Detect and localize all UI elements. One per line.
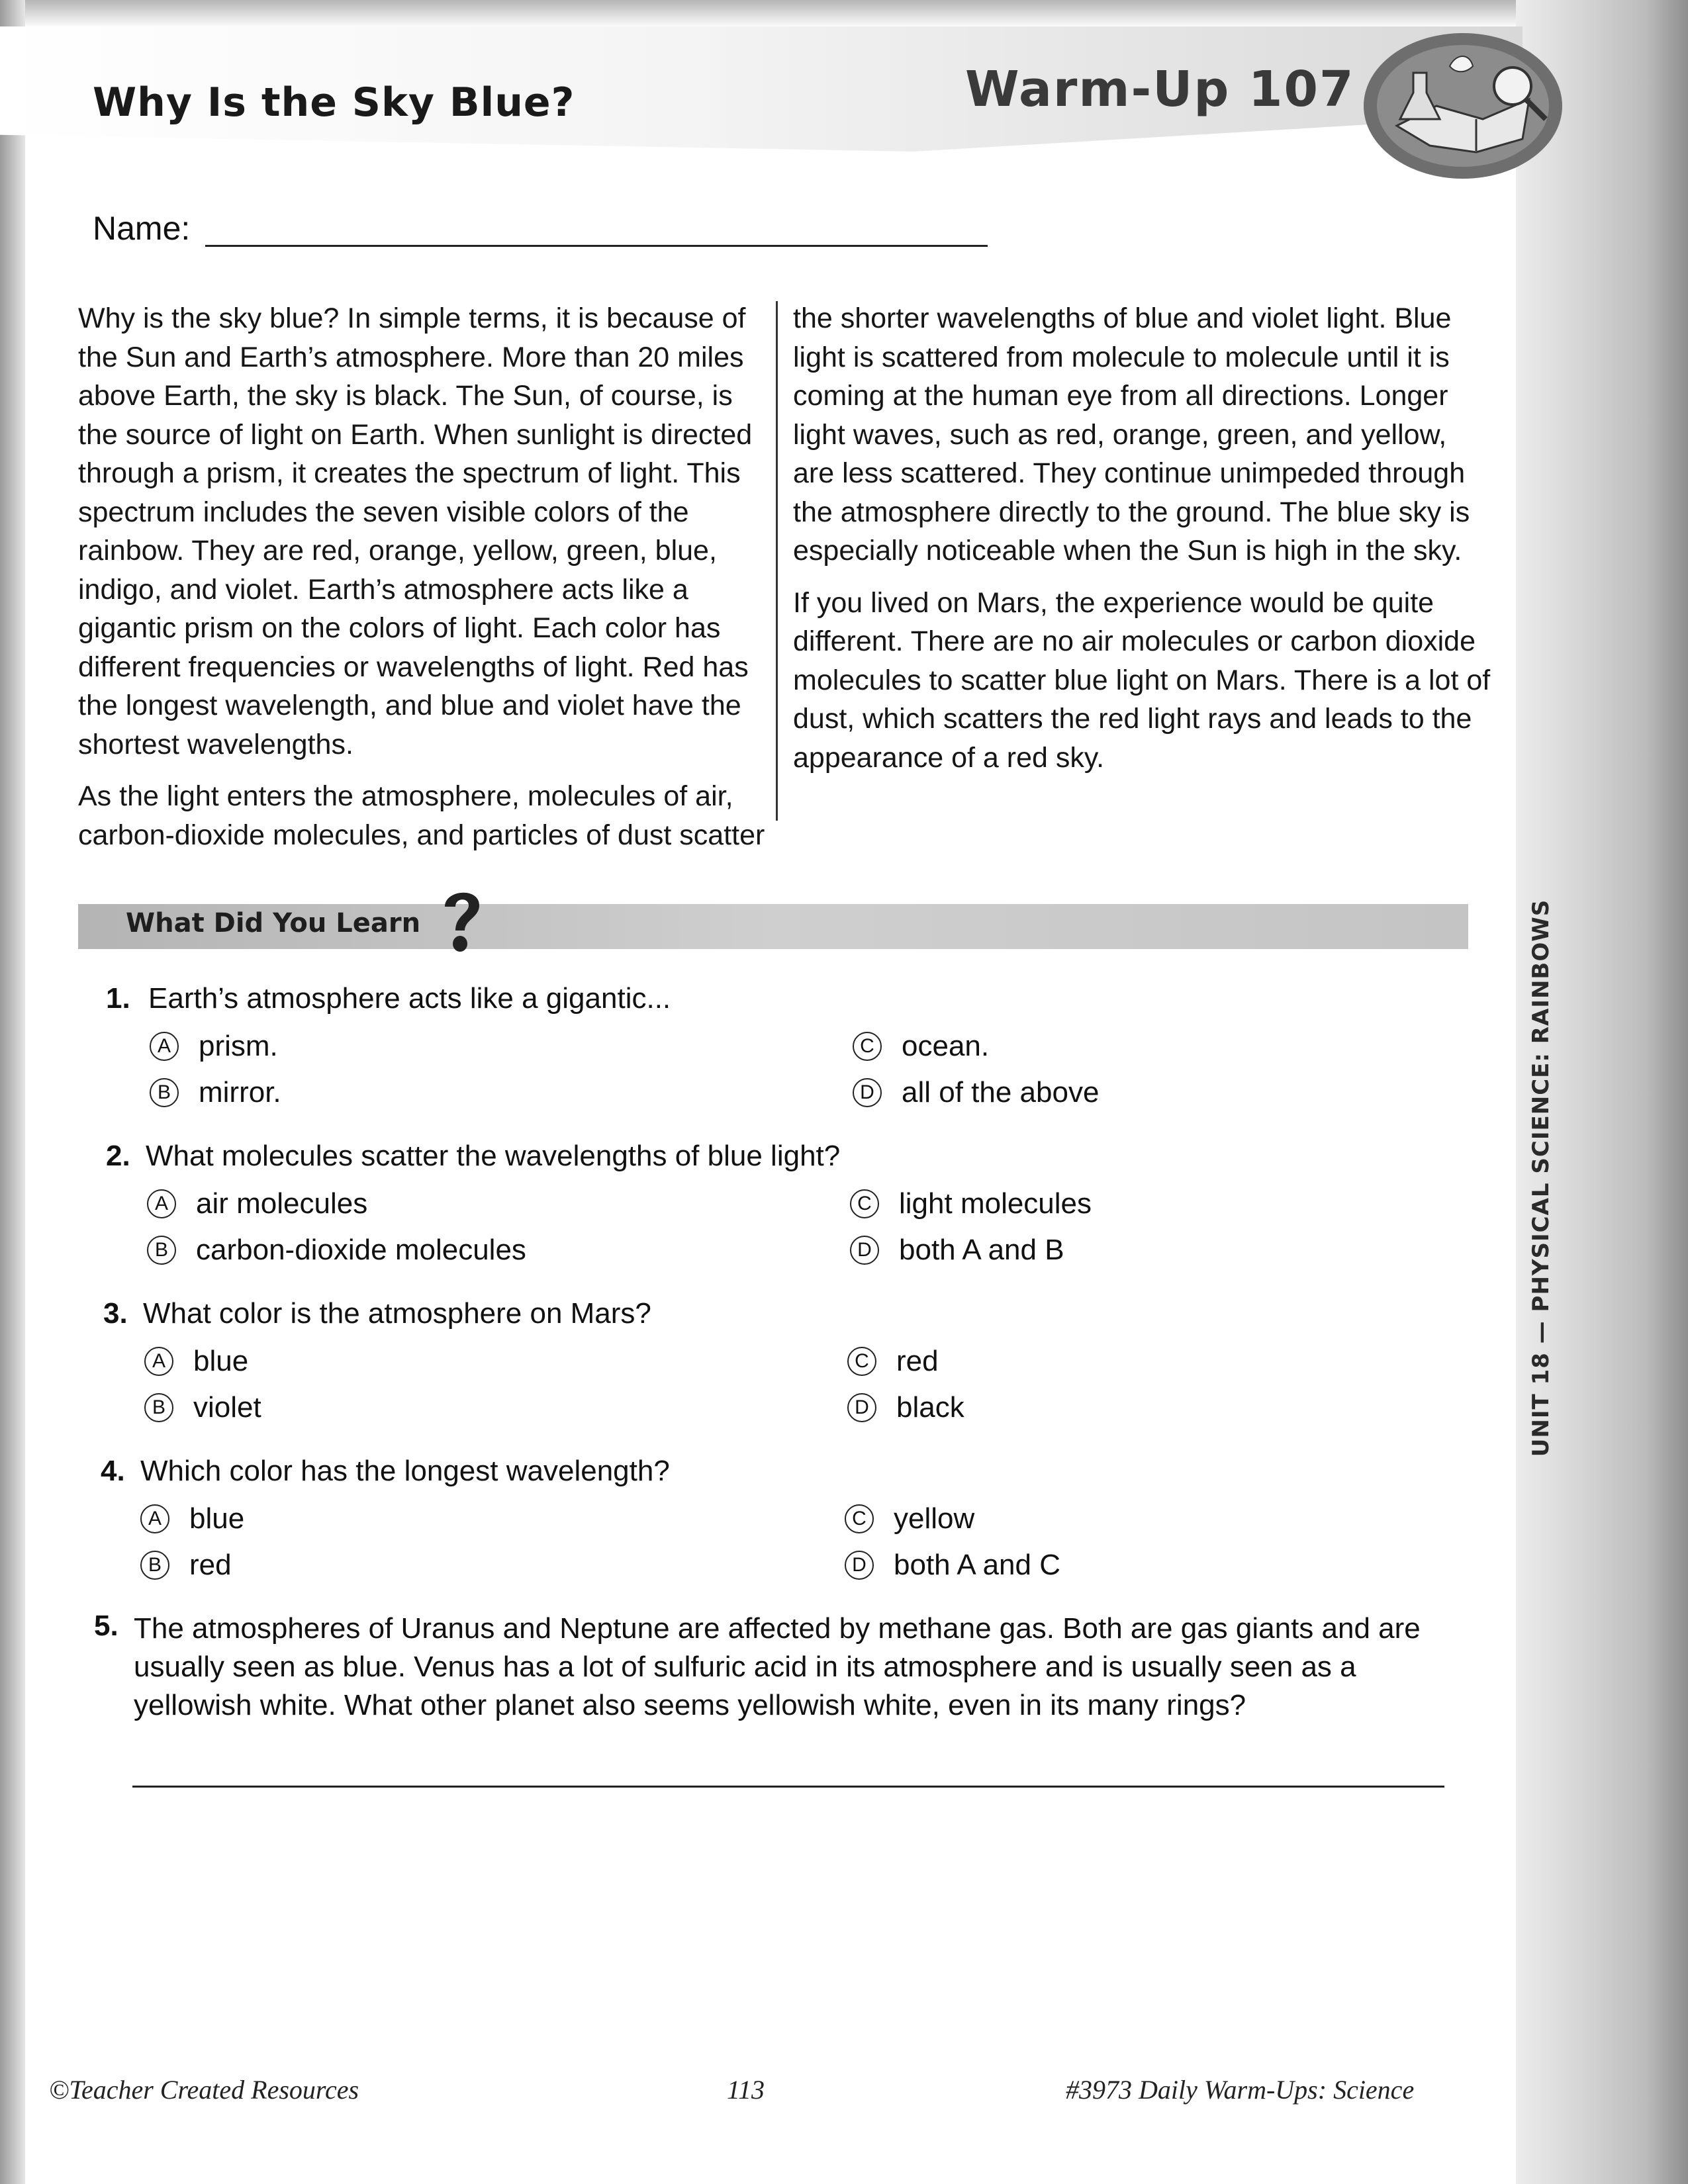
question-text: Earth’s atmosphere acts like a gigantic... — [148, 982, 671, 1015]
answer-option[interactable] — [140, 1502, 244, 1535]
answer-option[interactable] — [850, 1187, 1092, 1220]
question-text: What color is the atmosphere on Mars? — [143, 1297, 651, 1330]
answer-bubble[interactable]: A — [144, 1347, 173, 1376]
footer-publisher: ©Teacher Created Resources — [49, 2075, 359, 2105]
answer-bubble[interactable]: A — [150, 1032, 179, 1061]
answer-text: both A and B — [899, 1234, 1064, 1266]
answer-text: violet — [193, 1391, 261, 1424]
column-divider — [776, 301, 778, 821]
answer-option[interactable] — [847, 1345, 939, 1378]
page-shadow-left — [0, 0, 25, 2184]
reading-column-left — [78, 299, 780, 868]
question-number: 1. — [106, 982, 130, 1015]
answer-option[interactable] — [853, 1076, 1099, 1109]
question-number: 3. — [103, 1297, 128, 1330]
unit-side-tab — [1501, 899, 1581, 1457]
answer-option[interactable] — [147, 1234, 526, 1267]
answer-bubble[interactable]: B — [147, 1236, 176, 1265]
answer-bubble[interactable]: D — [850, 1236, 879, 1265]
worksheet-title: Why Is the Sky Blue? — [93, 79, 575, 126]
answer-option[interactable] — [147, 1187, 367, 1220]
answer-bubble[interactable]: B — [150, 1078, 179, 1107]
page-shadow-top — [0, 0, 1688, 28]
answer-text: both A and C — [894, 1549, 1060, 1581]
footer-book-title: #3973 Daily Warm-Ups: Science — [1066, 2075, 1415, 2105]
answer-text: prism. — [199, 1030, 278, 1062]
question-text: Which color has the longest wavelength? — [140, 1455, 670, 1487]
question-number: 2. — [106, 1140, 130, 1172]
answer-option[interactable] — [853, 1030, 989, 1063]
question-text: What molecules scatter the wavelengths of blue light? — [146, 1140, 841, 1172]
answer-field-line[interactable] — [132, 1786, 1444, 1788]
answer-text: ocean. — [902, 1030, 990, 1062]
answer-bubble[interactable]: A — [147, 1189, 176, 1218]
reading-paragraph: Why is the sky blue? In simple terms, it is because of the Sun and Earth’s atmosphere. More than 20 miles above Earth, the sky is black. The Sun, of course, is the source of light on Earth. When sunlight is directed through a prism, it creates the spectrum of light. This spectrum includes the seven visible colors of the rainbow. They are red, orange, yellow, green, blue, indigo, and violet. Earth’s atmosphere acts like a gigantic prism on the colors of light. Each color has different frequencies or wavelengths of light. Red has the longest wavelength, and blue and violet have the shortest wavelengths. — [78, 302, 753, 760]
answer-bubble[interactable]: C — [850, 1189, 879, 1218]
answer-bubble[interactable]: C — [853, 1032, 882, 1061]
answer-text: air molecules — [196, 1187, 368, 1220]
answer-option[interactable] — [150, 1030, 278, 1063]
answer-text: light molecules — [899, 1187, 1092, 1220]
answer-option[interactable] — [150, 1076, 281, 1109]
warmup-number: Warm-Up 107 — [965, 61, 1355, 118]
answer-text: blue — [193, 1345, 249, 1377]
answer-bubble[interactable]: B — [144, 1393, 173, 1422]
answer-text: blue — [189, 1502, 245, 1535]
answer-bubble[interactable]: D — [853, 1078, 882, 1107]
answer-option[interactable] — [144, 1345, 248, 1378]
answer-text: mirror. — [199, 1076, 281, 1109]
answer-bubble[interactable]: C — [847, 1347, 876, 1376]
answer-bubble[interactable]: D — [847, 1393, 876, 1422]
section-title: What Did You Learn — [126, 908, 421, 938]
science-emblem-icon — [1350, 26, 1575, 185]
answer-text: all of the above — [902, 1076, 1100, 1109]
answer-option[interactable] — [845, 1502, 974, 1535]
reading-paragraph: the shorter wavelengths of blue and violet light. Blue light is scattered from molecule to molecule until it is coming at the human eye from all directions. Longer light waves, such as red, orange, green, and yellow, are less scattered. They continue unimpeded through the atmosphere directly to the ground. The blue sky is especially noticeable when the Sun is high in the sky. — [793, 302, 1470, 567]
answer-text: black — [896, 1391, 964, 1424]
answer-text: carbon-dioxide molecules — [196, 1234, 526, 1266]
answer-bubble[interactable]: B — [140, 1551, 169, 1580]
footer-page-number: 113 — [727, 2075, 765, 2105]
reading-paragraph: If you lived on Mars, the experience would be quite different. There are no air molecules or carbon dioxide molecules to scatter blue light on Mars. There is a lot of dust, which scatters the red light rays and leads to the appearance of a red sky. — [793, 586, 1491, 774]
question-number: 5. — [94, 1610, 118, 1642]
question-number: 4. — [101, 1455, 125, 1487]
name-field-line[interactable] — [205, 245, 988, 247]
question-mark-icon — [436, 884, 489, 957]
question-text: The atmospheres of Uranus and Neptune are affected by methane gas. Both are gas giants and are usually seen as blue. Venus has a lot of sulfuric acid in its atmosphere and is usually seen as a yellowish white. What other planet also seems yellowish white, even in its many rings? — [134, 1612, 1421, 1721]
answer-bubble[interactable]: D — [845, 1551, 874, 1580]
answer-option[interactable] — [850, 1234, 1064, 1267]
answer-option[interactable] — [140, 1549, 232, 1582]
reading-column-right — [793, 299, 1495, 790]
answer-option[interactable] — [845, 1549, 1060, 1582]
answer-text: red — [896, 1345, 939, 1377]
answer-bubble[interactable]: C — [845, 1504, 874, 1533]
answer-option[interactable] — [144, 1391, 261, 1424]
name-label: Name: — [93, 210, 191, 247]
unit-label: UNIT 18 — PHYSICAL SCIENCE: RAINBOWS — [1528, 899, 1554, 1457]
answer-bubble[interactable]: A — [140, 1504, 169, 1533]
reading-paragraph: As the light enters the atmosphere, molecules of air, carbon-dioxide molecules, and particles of dust scatter — [78, 780, 765, 851]
answer-text: yellow — [894, 1502, 975, 1535]
answer-text: red — [189, 1549, 232, 1581]
answer-option[interactable] — [847, 1391, 964, 1424]
